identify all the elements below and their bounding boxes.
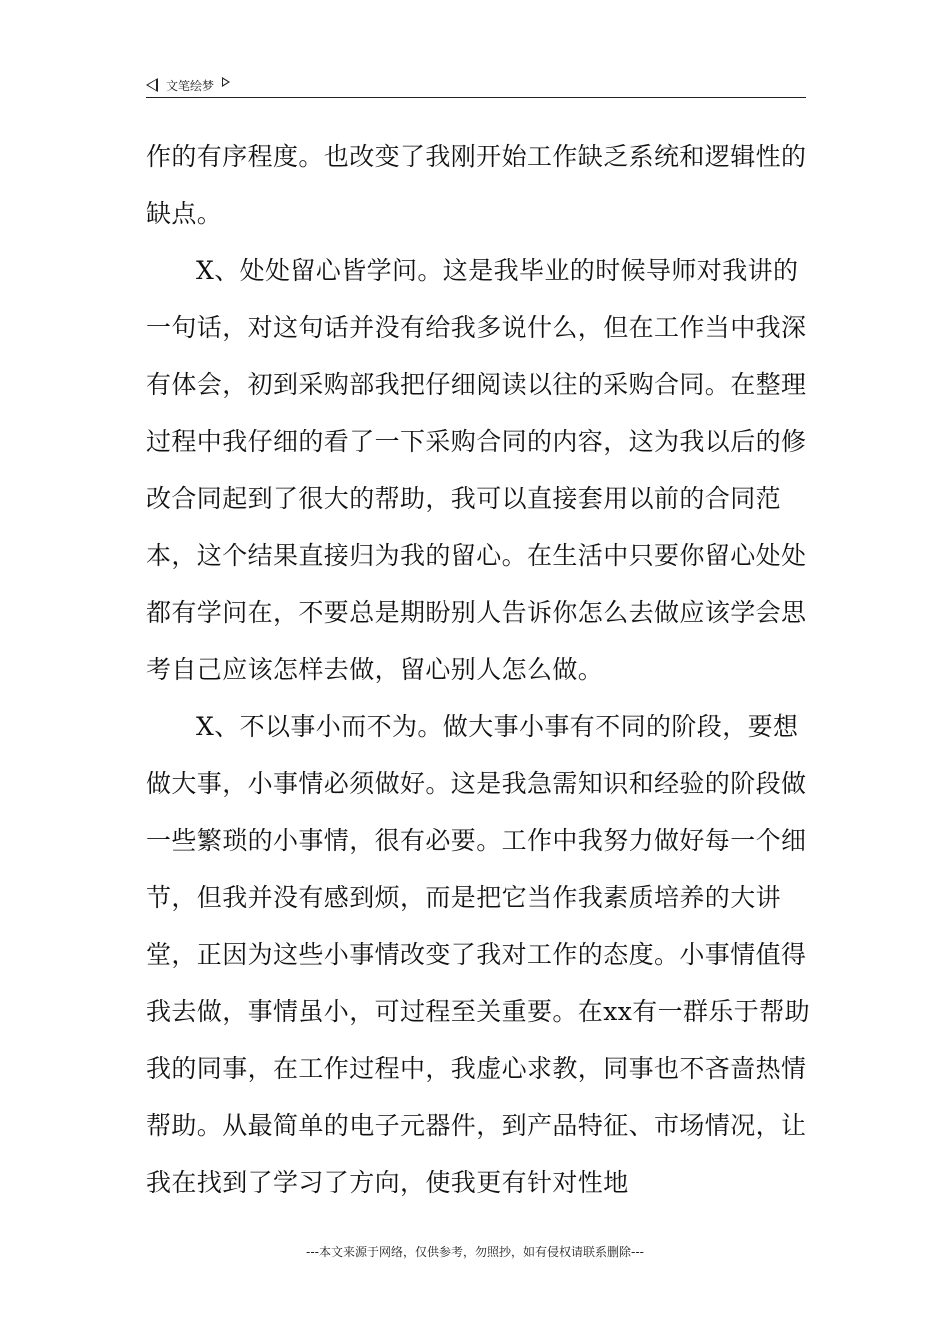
header-divider — [146, 97, 806, 98]
triangle-left-icon — [146, 78, 158, 92]
paragraph-small-things: X、不以事小而不为。做大事小事有不同的阶段，要想做大事，小事情必须做好。这是我急需知识和经验的阶段做一些繁琐的小事情，很有必要。工作中我努力做好每一个细节，但我并没有感到烦，而是把它当作我素质培养的大讲堂，正因为这些小事情改变了我对工作的态度。小事情值得我去做，事情虽小，可过程至关重要。在xx有一群乐于帮助我的同事，在工作过程中，我虚心求教，同事也不吝啬热情帮助。从最简单的电子元器件，到产品特征、市场情况，让我在找到了学习了方向，使我更有针对性地 — [146, 712, 811, 1197]
page-header — [146, 74, 806, 96]
paragraph-continuation: 作的有序程度。也改变了我刚开始工作缺乏系统和逻辑性的缺点。 — [146, 142, 807, 228]
triangle-right-icon — [222, 77, 230, 87]
header-title: 文笔绘梦 — [166, 78, 215, 93]
paragraph-attentiveness: X、处处留心皆学问。这是我毕业的时候导师对我讲的一句话，对这句话并没有给我多说什么，但在工作当中我深有体会，初到采购部我把仔细阅读以往的采购合同。在整理过程中我仔细的看了一下采购合同的内容，这为我以后的修改合同起到了很大的帮助，我可以直接套用以前的合同范本，这个结果直接归为我的留心。在生活中只要你留心处处都有学问在，不要总是期盼别人告诉你怎么去做应该学会思考自己应该怎样去做，留心别人怎么做。 — [146, 256, 807, 684]
document-body — [146, 128, 810, 1211]
page-footer: ---本文来源于网络，仅供参考，勿照抄，如有侵权请联系删除--- — [306, 1245, 644, 1259]
